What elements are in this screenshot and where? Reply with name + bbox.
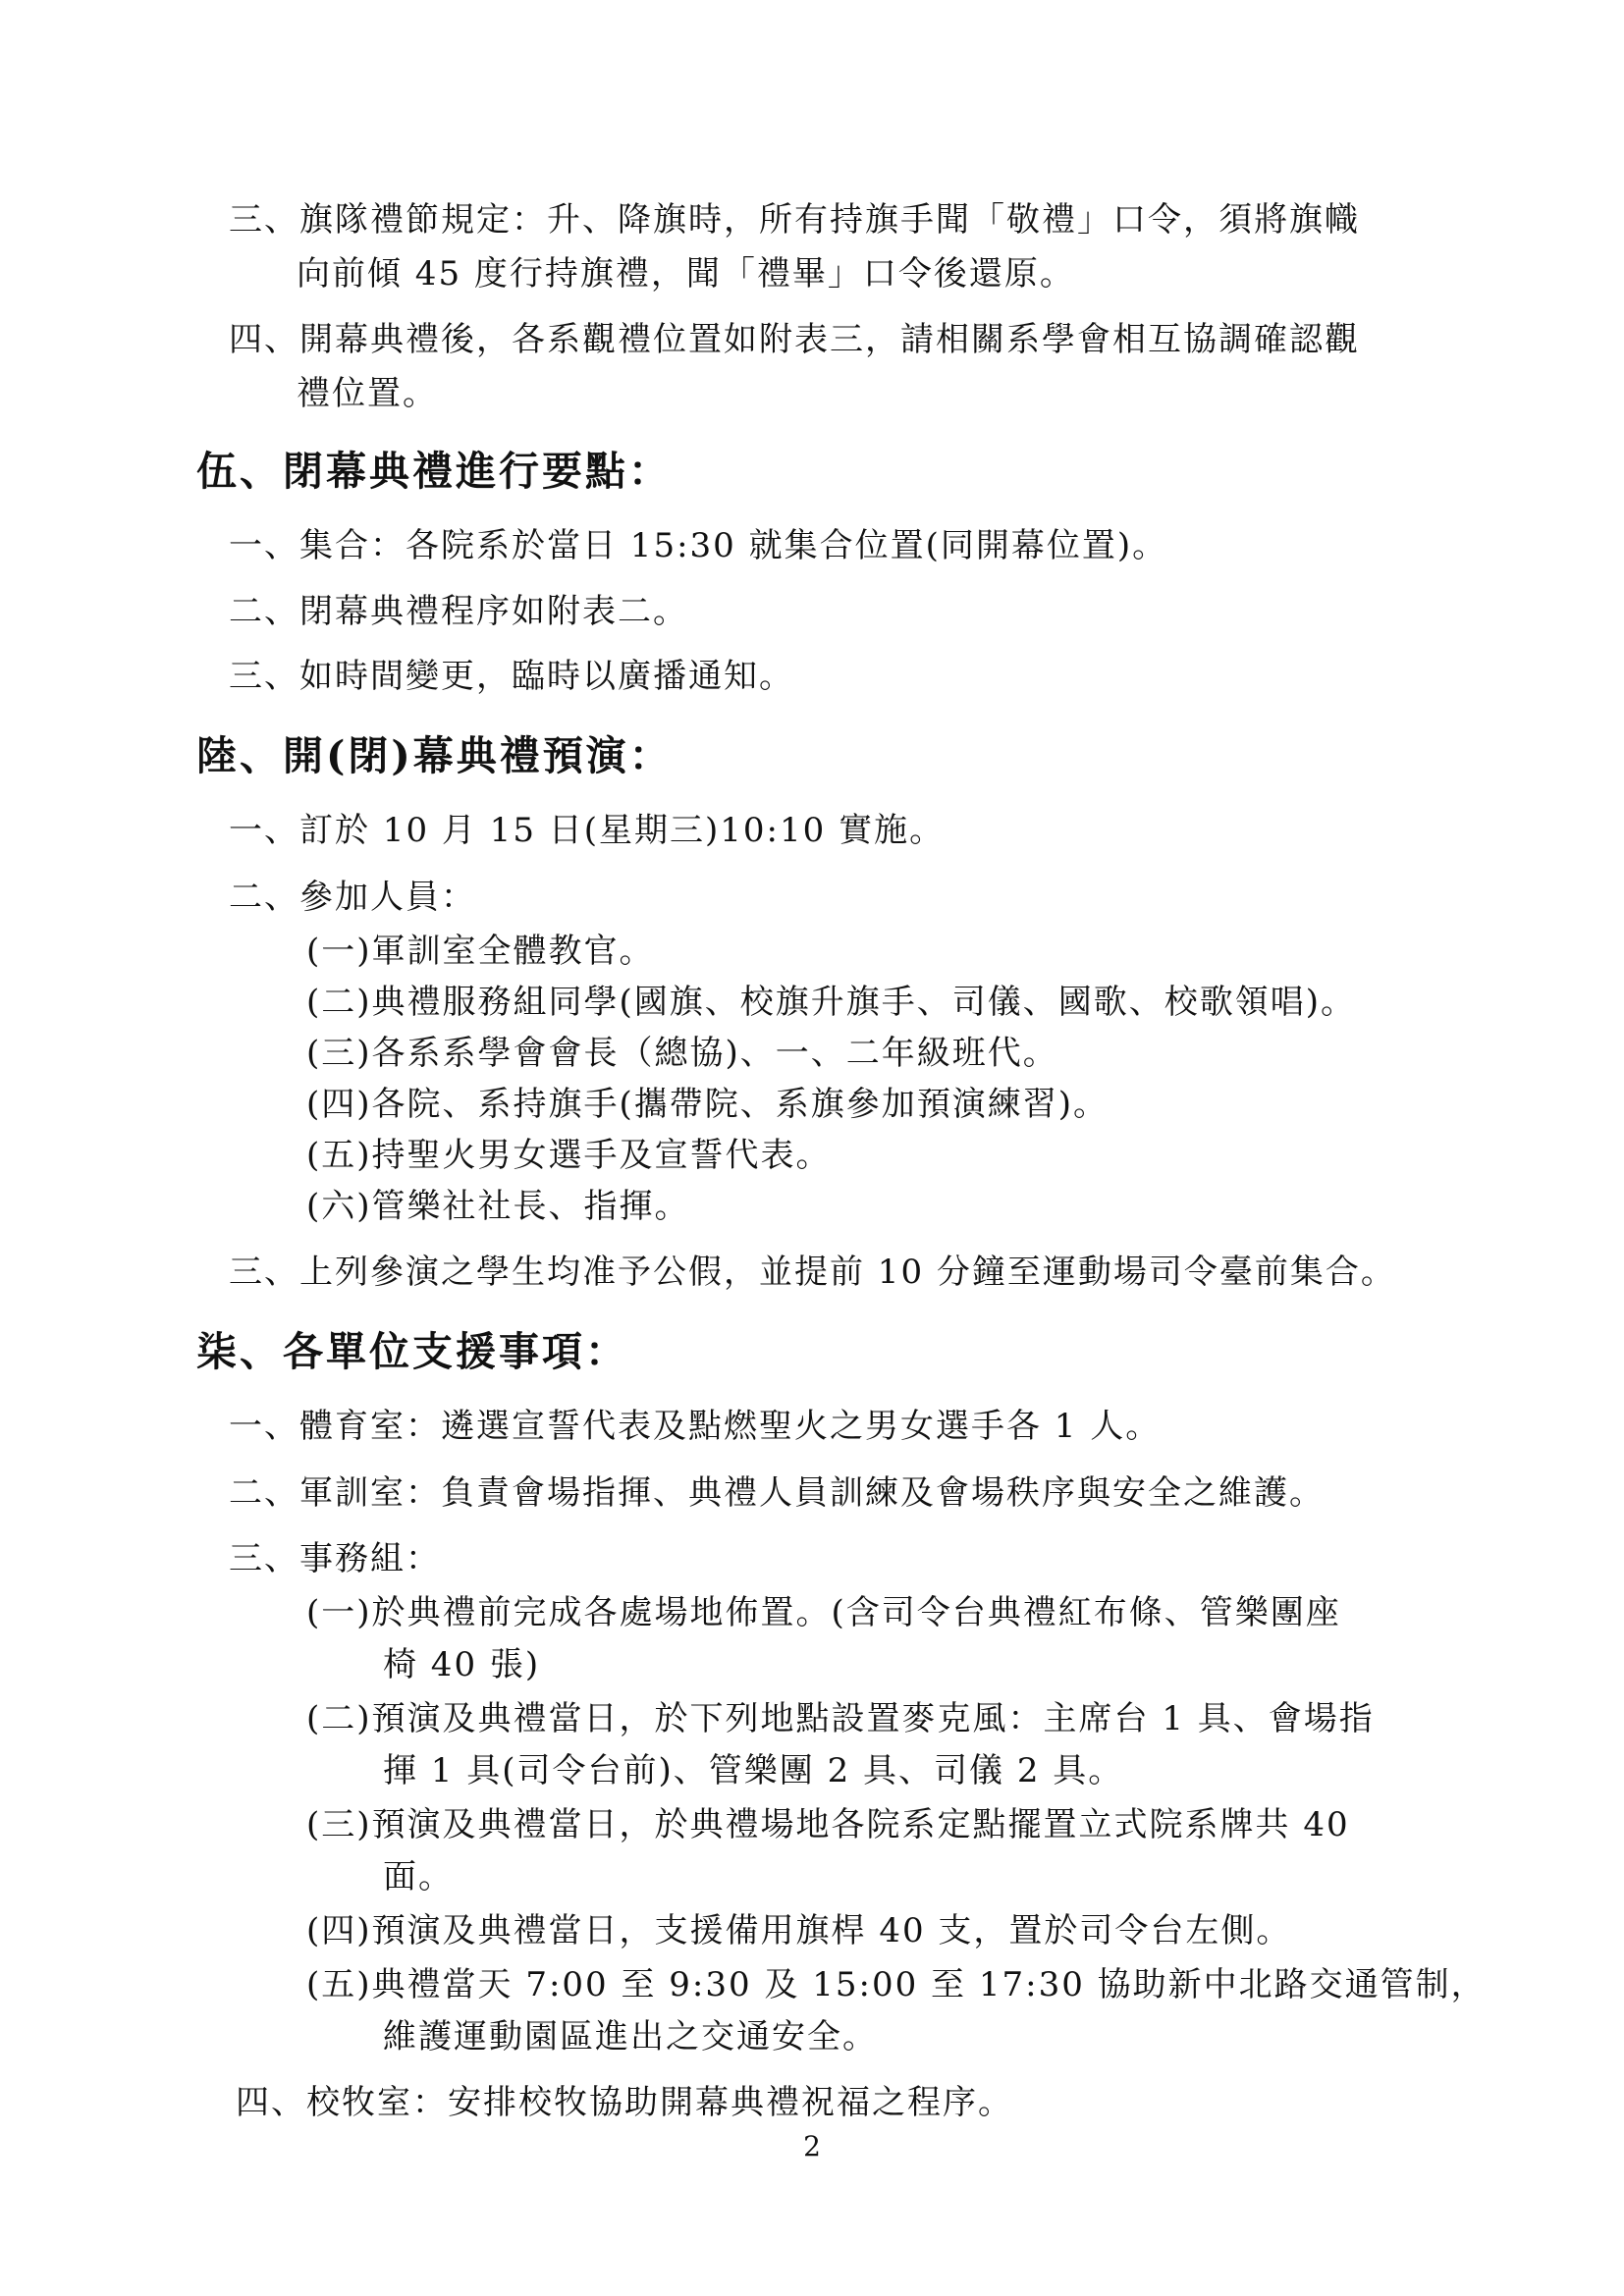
paragraph-line: 二、閉幕典禮程序如附表二。: [229, 592, 688, 631]
paragraph-line: 四、校牧室：安排校牧協助開幕典禮祝福之程序。: [236, 2083, 1013, 2122]
list-item-continuation: 椅 40 張): [383, 1645, 541, 1684]
paragraph-line: 三、如時間變更，臨時以廣播通知。: [229, 657, 794, 696]
list-item: (五)持聖火男女選手及宣誓代表。: [306, 1136, 832, 1175]
paragraph-line: 一、集合：各院系於當日 15:30 就集合位置(同開幕位置)。: [229, 526, 1168, 565]
list-item: (二)預演及典禮當日，於下列地點設置麥克風：主席台 1 具、會場指: [306, 1699, 1375, 1738]
section-heading: 伍、閉幕典禮進行要點：: [196, 448, 672, 495]
paragraph-line: 二、參加人員：: [229, 878, 476, 917]
paragraph-line: 三、事務組：: [229, 1539, 441, 1578]
paragraph-line: 四、開幕典禮後，各系觀禮位置如附表三，請相關系學會相互協調確認觀: [229, 320, 1360, 359]
list-item: (四)各院、系持旗手(攜帶院、系旗參加預演練習)。: [306, 1085, 1110, 1124]
paragraph-line: 向前傾 45 度行持旗禮，聞「禮畢」口令後還原。: [297, 254, 1075, 294]
list-item: (四)預演及典禮當日，支援備用旗桿 40 支，置於司令台左側。: [306, 1911, 1292, 1950]
list-item: (五)典禮當天 7:00 至 9:30 及 15:00 至 17:30 協助新中北路交通管制，: [306, 1965, 1487, 2004]
list-item-continuation: 維護運動園區進出之交通安全。: [383, 2017, 878, 2056]
paragraph-line: 一、訂於 10 月 15 日(星期三)10:10 實施。: [229, 811, 946, 850]
list-item: (一)於典禮前完成各處場地佈置。(含司令台典禮紅布條、管樂團座: [306, 1593, 1341, 1632]
section-heading: 柒、各單位支援事項：: [196, 1328, 628, 1375]
paragraph-line: 二、軍訓室：負責會場指揮、典禮人員訓練及會場秩序與安全之維護。: [229, 1473, 1325, 1513]
paragraph-line: 禮位置。: [297, 374, 438, 413]
list-item: (一)軍訓室全體教官。: [306, 932, 655, 971]
page-number: 2: [803, 2130, 821, 2163]
section-heading: 陸、開(閉)幕典禮預演：: [196, 732, 673, 779]
paragraph-line: 三、旗隊禮節規定：升、降旗時，所有持旗手聞「敬禮」口令，須將旗幟: [229, 200, 1360, 240]
list-item: (二)典禮服務組同學(國旗、校旗升旗手、司儀、國歌、校歌領唱)。: [306, 983, 1357, 1022]
list-item: (三)各系系學會會長（總協)、一、二年級班代。: [306, 1034, 1058, 1073]
paragraph-line: 一、體育室：遴選宣誓代表及點燃聖火之男女選手各 1 人。: [229, 1407, 1162, 1446]
paragraph-line: 三、上列參演之學生均准予公假，並提前 10 分鐘至運動場司令臺前集合。: [229, 1253, 1396, 1292]
list-item: (三)預演及典禮當日，於典禮場地各院系定點擺置立式院系牌共 40: [306, 1805, 1350, 1844]
list-item-continuation: 揮 1 具(司令台前)、管樂團 2 具、司儀 2 具。: [383, 1751, 1124, 1790]
list-item-continuation: 面。: [383, 1857, 454, 1896]
list-item: (六)管樂社社長、指揮。: [306, 1187, 690, 1226]
